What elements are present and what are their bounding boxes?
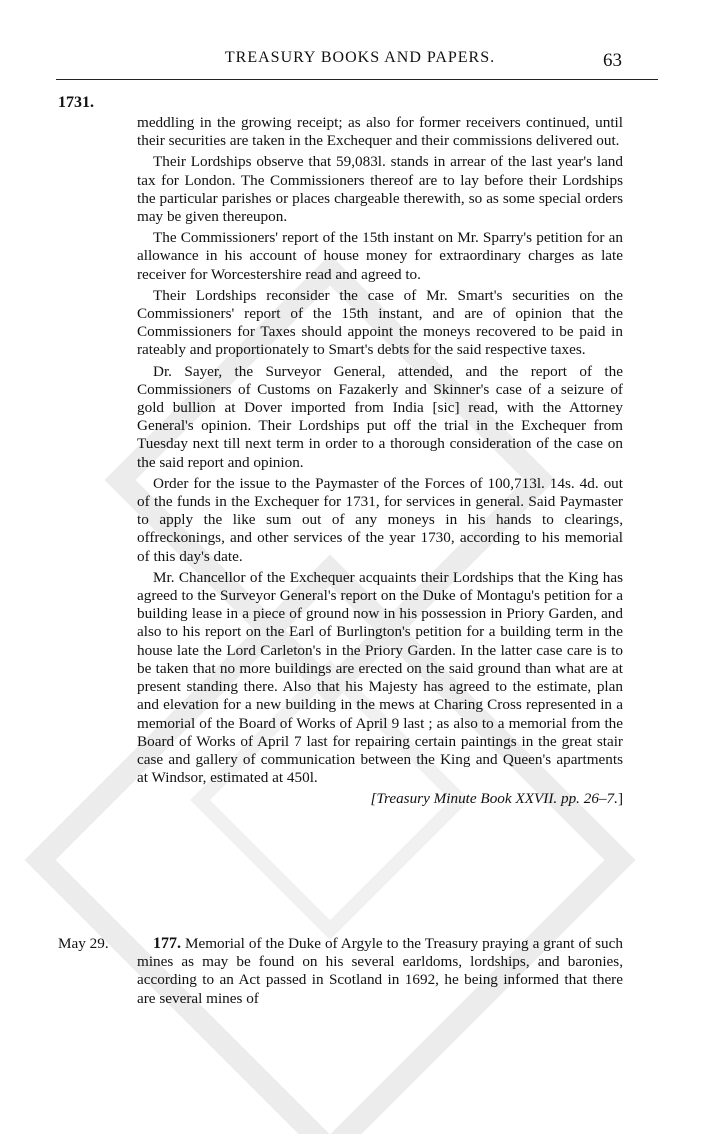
paragraph-sparry-report: The Commissioners' report of the 15th instant on Mr. Sparry's petition for an allowance in his account of house money for extraordinary charges as late receiver for Worcestershire read and agreed to. xyxy=(137,229,623,283)
source-citation xyxy=(137,790,623,808)
body-text xyxy=(137,114,623,809)
entry-date: May 29. xyxy=(58,935,109,952)
paragraph-paymaster-order: Order for the issue to the Paymaster of the Forces of 100,713l. 14s. 4d. out of the funds in the Exchequer for 1731, for services in general. Said Paymaster to apply the like sum out of any moneys in his hands to clearings, offreckonings, and other services of the year 1730, according to his memorial of this day's date. xyxy=(137,474,623,565)
paragraph-chancellor: Mr. Chancellor of the Exchequer acquaints their Lordships that the King has agreed to the Surveyor General's report on the Duke of Montagu's petition for a building lease in a piece of ground now in his possession in Priory Garden, and also to his report on the Earl of Burlington's petition for a building term in the house late the Lord Carleton's in the Priory Garden. In the latter case care is to be taken that no more buildings are erected on the said ground than what are at present standing there. Also that his Majesty has agreed to the estimate, plan and elevation for a new building in the mews at Charing Cross represented in a memorial of the Board of Works of April 9 last ; as also to a memorial from the Board of Works of April 7 last for repairing certain paintings in the great stair case and gallery of communication between the King and Queen's apartments at Windsor, estimated at 450l. xyxy=(137,568,623,787)
entry-text: Memorial of the Duke of Argyle to the Treasury praying a grant of such mines as may be found on his several earldoms, lordships, and baronies, according to an Act passed in Scotland in 1692, he being informed that there are several mines of xyxy=(137,935,623,1007)
header-divider xyxy=(56,79,658,80)
paragraph-land-tax: Their Lordships observe that 59,083l. stands in arrear of the last year's land tax for London. The Commissioners thereof are to lay before their Lordships the particular parishes or places chargeable therewith, so as some special orders may be given thereupon. xyxy=(137,153,623,226)
citation-text: [Treasury Minute Book XXVII. pp. 26–7. xyxy=(370,790,618,808)
page-number: 63 xyxy=(603,50,622,71)
citation-close: ] xyxy=(617,790,623,808)
paragraph-smart-securities: Their Lordships reconsider the case of Mr. Smart's securities on the Commissioners' report of the 15th instant, and are of opinion that the Commissioners for Taxes should appoint the moneys recovered to be paid in rateably and proportionately to Smart's debts for the said respective taxes. xyxy=(137,286,623,359)
margin-year: 1731. xyxy=(58,94,94,111)
paragraph-gold-bullion: Dr. Sayer, the Surveyor General, attended, and the report of the Commissioners of Customs on Fazakerly and Skinner's case of a seizure of gold bullion at Dover imported from India [sic] read, with the Attorney General's opinion. Their Lordships put off the trial in the Exchequer from Tuesday next till next term in order to a thorough consideration of the case on the said report and opinion. xyxy=(137,362,623,471)
running-header-title: TREASURY BOOKS AND PAPERS. xyxy=(224,49,496,66)
paragraph-continuation: meddling in the growing receipt; as also for former receivers continued, until their securities are taken in the Exchequer and their commissions delivered out. xyxy=(137,114,623,150)
entry-paragraph xyxy=(137,935,623,1008)
entry-number: 177. xyxy=(153,935,181,952)
